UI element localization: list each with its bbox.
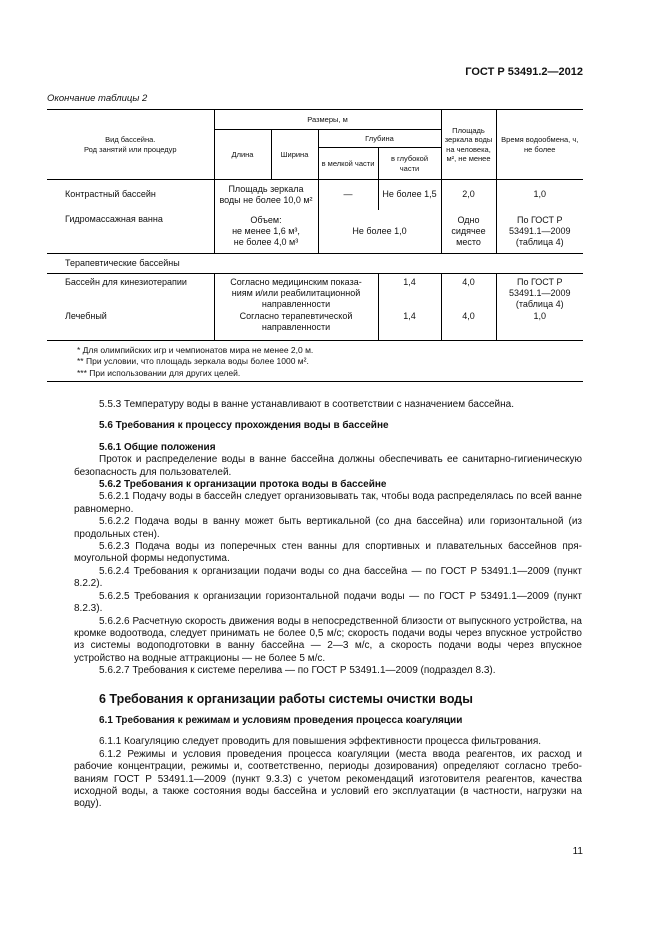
header-depth: Глубина xyxy=(318,130,441,148)
paragraph-5-6-2-4: 5.6.2.4 Требования к организации подачи воды со дна бассейна — по ГОСТ Р 53491.1—2009 (пункт 8.2.2). xyxy=(74,565,582,590)
header-depth-deep: в глубокой части xyxy=(378,148,441,180)
heading-6: 6 Требования к организации работы системы очистки воды xyxy=(99,691,473,706)
row-exchange: 1,0 xyxy=(496,310,583,340)
paragraph-5-6-2-1: 5.6.2.1 Подачу воды в бассейн следует организовывать так, чтобы вода распределялась по всей ванне равномерно. xyxy=(74,491,582,515)
pool-parameters-table xyxy=(47,109,583,382)
paragraph-5-6-2-6: 5.6.2.6 Расчетную скорость движения воды в непосредственной близости от выпускного устройства, на кромке водоотвода, следует принимать не более 0,5 м/с; скорость подачи воды через впускное устройство из системы водоподготовки в ванну бассейна — 2—3 м/с, а скорость подачи воды через впускное устройство на водные аттракционы — не более 5 м/с. xyxy=(74,615,582,664)
paragraph-6-1-1: 6.1.1 Коагуляцию следует проводить для повышения эффективности процесса фильтрования. xyxy=(99,736,542,748)
row-depth: 1,4 xyxy=(378,274,441,311)
page-number: 11 xyxy=(572,846,583,857)
table-row xyxy=(47,180,583,210)
paragraph-5-5-3: 5.5.3 Температуру воды в ванне устанавливают в соответствии с назначением бассейна. xyxy=(99,399,514,410)
paragraph-5-6-1: Проток и распределение воды в ванне бассейна должны обеспечивать ее санитарно-гигиеническую безопасность для пользователей. xyxy=(74,454,582,478)
row-name: Бассейн для кинезиотерапии xyxy=(47,274,214,311)
note-1: * Для олимпийских игр и чемпионатов мира не менее 2,0 м. xyxy=(77,344,314,355)
table-row xyxy=(47,210,583,254)
therapy-group-label: Терапевтические бассейны xyxy=(47,254,583,274)
document-number: ГОСТ Р 53491.2—2012 xyxy=(465,66,583,78)
heading-5-6-2: 5.6.2 Требования к организации протока воды в бассейне xyxy=(99,479,387,491)
row-area: 2,0 xyxy=(441,180,496,210)
row-name: Гидромассажная ванна xyxy=(47,210,214,254)
row-exchange: По ГОСТ Р 53491.1—2009 (таблица 4) xyxy=(508,277,571,309)
header-area-per-person: Площадь зеркала воды на человека, м², не менее xyxy=(441,110,496,180)
header-exchange-time: Время водообмена, ч, не более xyxy=(496,110,583,180)
paragraph-5-6-2-2: 5.6.2.2 Подача воды в ванну может быть вертикальной (со дна бассейна) или горизонтальной (из продольных стен). xyxy=(74,516,582,540)
header-length: Длина xyxy=(214,130,271,180)
table-notes xyxy=(47,340,583,381)
note-3: *** При использовании для других целей. xyxy=(77,367,241,378)
row-area: Одно сидячее место xyxy=(441,210,496,254)
header-width: Ширина xyxy=(271,130,318,180)
row-depth: 1,4 xyxy=(378,310,441,340)
row-depth: Не более 1,0 xyxy=(318,210,441,254)
row-name: Контрастный бассейн xyxy=(47,180,214,210)
paragraph-5-6-2-5: 5.6.2.5 Требования к организации горизонтальной подачи воды — по ГОСТ Р 53491.1—2009 (пункт 8.2.3). xyxy=(74,590,582,615)
paragraph-5-6-2-3: 5.6.2.3 Подача воды из поперечных стен ванны для спортивных и плавательных бассейнов прямоугольной формы недопустима. xyxy=(74,541,582,565)
row-exchange: По ГОСТ Р 53491.1—2009 (таблица 4) xyxy=(508,215,571,247)
table-row xyxy=(47,274,583,311)
paragraph-6-1-2: 6.1.2 Режимы и условия проведения процесса коагуляции (места ввода реагентов, их расход и рабочие концентрации, режимы и, соответственно, периоды дозирования) определяют согласно требованиям ГОСТ Р 53491.1—2009 (пункт 9.3.3) с учетом рекомендаций изготовителя реагентов, качества исходной воды, а также состояния воды бассейна и условий его эксплуатации (в частности, нагрузки на воду). xyxy=(74,748,582,810)
row-length-width: Площадь зеркала воды не более 10,0 м² xyxy=(214,180,318,210)
table-caption: Окончание таблицы 2 xyxy=(47,93,148,104)
row-length-width: Согласно медицинским показа- ниям и/или реабилитационной направленности xyxy=(214,274,378,311)
row-area: 4,0 xyxy=(441,310,496,340)
row-deep: Не более 1,5 xyxy=(378,180,441,210)
paragraph-5-6-2-7: 5.6.2.7 Требования к системе перелива — по ГОСТ Р 53491.1—2009 (подраздел 8.3). xyxy=(99,665,496,677)
heading-5-6: 5.6 Требования к процессу прохождения воды в бассейне xyxy=(99,420,389,432)
main-text xyxy=(74,399,582,811)
table-row xyxy=(47,310,583,340)
heading-5-6-1: 5.6.1 Общие положения xyxy=(99,441,216,453)
row-length-width: Согласно терапевтической направленности xyxy=(214,310,378,340)
row-name: Лечебный xyxy=(47,310,214,340)
table-group-row xyxy=(47,254,583,274)
row-length-width: Объем: не менее 1,6 м³, не более 4,0 м³ xyxy=(214,210,318,254)
header-depth-shallow: в мелкой части xyxy=(318,148,378,180)
row-exchange: 1,0 xyxy=(533,189,546,200)
header-dimensions: Размеры, м xyxy=(214,110,441,130)
row-area: 4,0 xyxy=(441,274,496,311)
row-shallow: — xyxy=(318,180,378,210)
heading-6-1: 6.1 Требования к режимам и условиям проведения процесса коагуляции xyxy=(99,714,463,726)
note-2: ** При условии, что площадь зеркала воды более 1000 м². xyxy=(77,356,309,367)
header-pool-type: Вид бассейна. Род занятий или процедур xyxy=(47,110,214,180)
